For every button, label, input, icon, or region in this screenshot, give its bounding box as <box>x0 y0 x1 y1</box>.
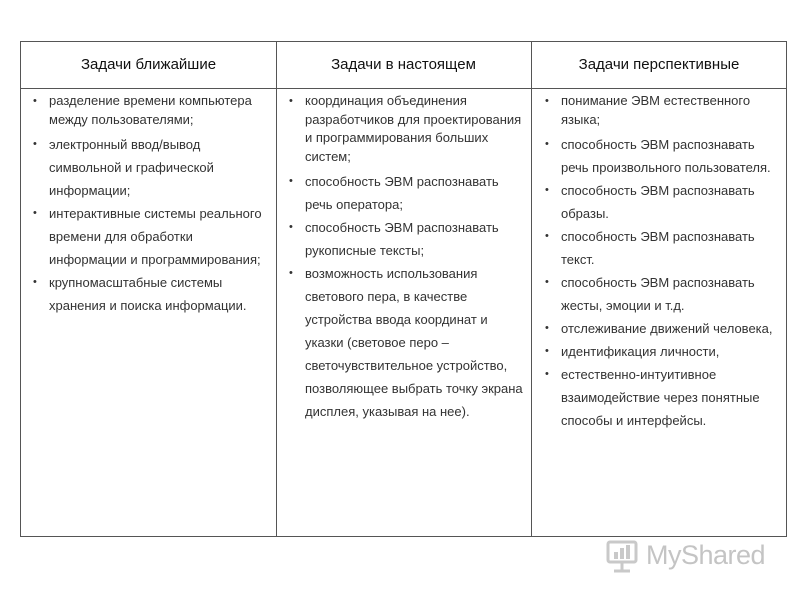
header-future-tasks: Задачи перспективные <box>578 56 740 73</box>
list-item: • отслеживание движений человека, <box>539 317 779 340</box>
list-item: • разделение времени компьютера между пользователями; <box>27 92 267 129</box>
list-item: • электронный ввод/вывод символьной и графической информации; <box>27 133 267 202</box>
list-item: • естественно-интуитивное взаимодействие через понятные способы и интерфейсы. <box>539 363 779 432</box>
tasks-table <box>20 41 787 537</box>
list-item: • возможность использования светового пера, в качестве устройства ввода координат и указки (световое перо – светочувствительное устройство, позволяющее выбрать точку экрана дисплея, указывая на нее). <box>283 262 527 423</box>
column-current-tasks <box>283 92 527 423</box>
list-item: • способность ЭВМ распознавать жесты, эмоции и т.д. <box>539 271 779 317</box>
list-item: • идентификация личности, <box>539 340 779 363</box>
watermark-text: MyShared <box>646 540 766 570</box>
column-divider <box>276 42 277 536</box>
column-future-tasks <box>539 92 779 432</box>
list-item: • способность ЭВМ распознавать образы. <box>539 179 779 225</box>
list-item: • способность ЭВМ распознавать текст. <box>539 225 779 271</box>
list-item: • интерактивные системы реального времени для обработки информации и программирования; <box>27 202 267 271</box>
column-divider <box>531 42 532 536</box>
column-near-tasks <box>27 92 267 317</box>
list-item: • способность ЭВМ распознавать речь произвольного пользователя. <box>539 133 779 179</box>
list-item: • способность ЭВМ распознавать рукописные тексты; <box>283 216 527 262</box>
table-header-row <box>21 42 786 89</box>
myshared-logo-icon <box>606 536 642 574</box>
current-tasks-list <box>283 92 527 423</box>
myshared-watermark <box>606 536 776 574</box>
list-item: • способность ЭВМ распознавать речь оператора; <box>283 170 527 216</box>
list-item: • координация объединения разработчиков для проектирования и программирования больших систем; <box>283 92 527 166</box>
future-tasks-list <box>539 92 779 432</box>
header-current-tasks: Задачи в настоящем <box>331 56 476 73</box>
list-item: • понимание ЭВМ естественного языка; <box>539 92 779 129</box>
near-tasks-list <box>27 92 267 317</box>
header-near-tasks: Задачи ближайшие <box>80 56 217 73</box>
list-item: • крупномасштабные системы хранения и поиска информации. <box>27 271 267 317</box>
